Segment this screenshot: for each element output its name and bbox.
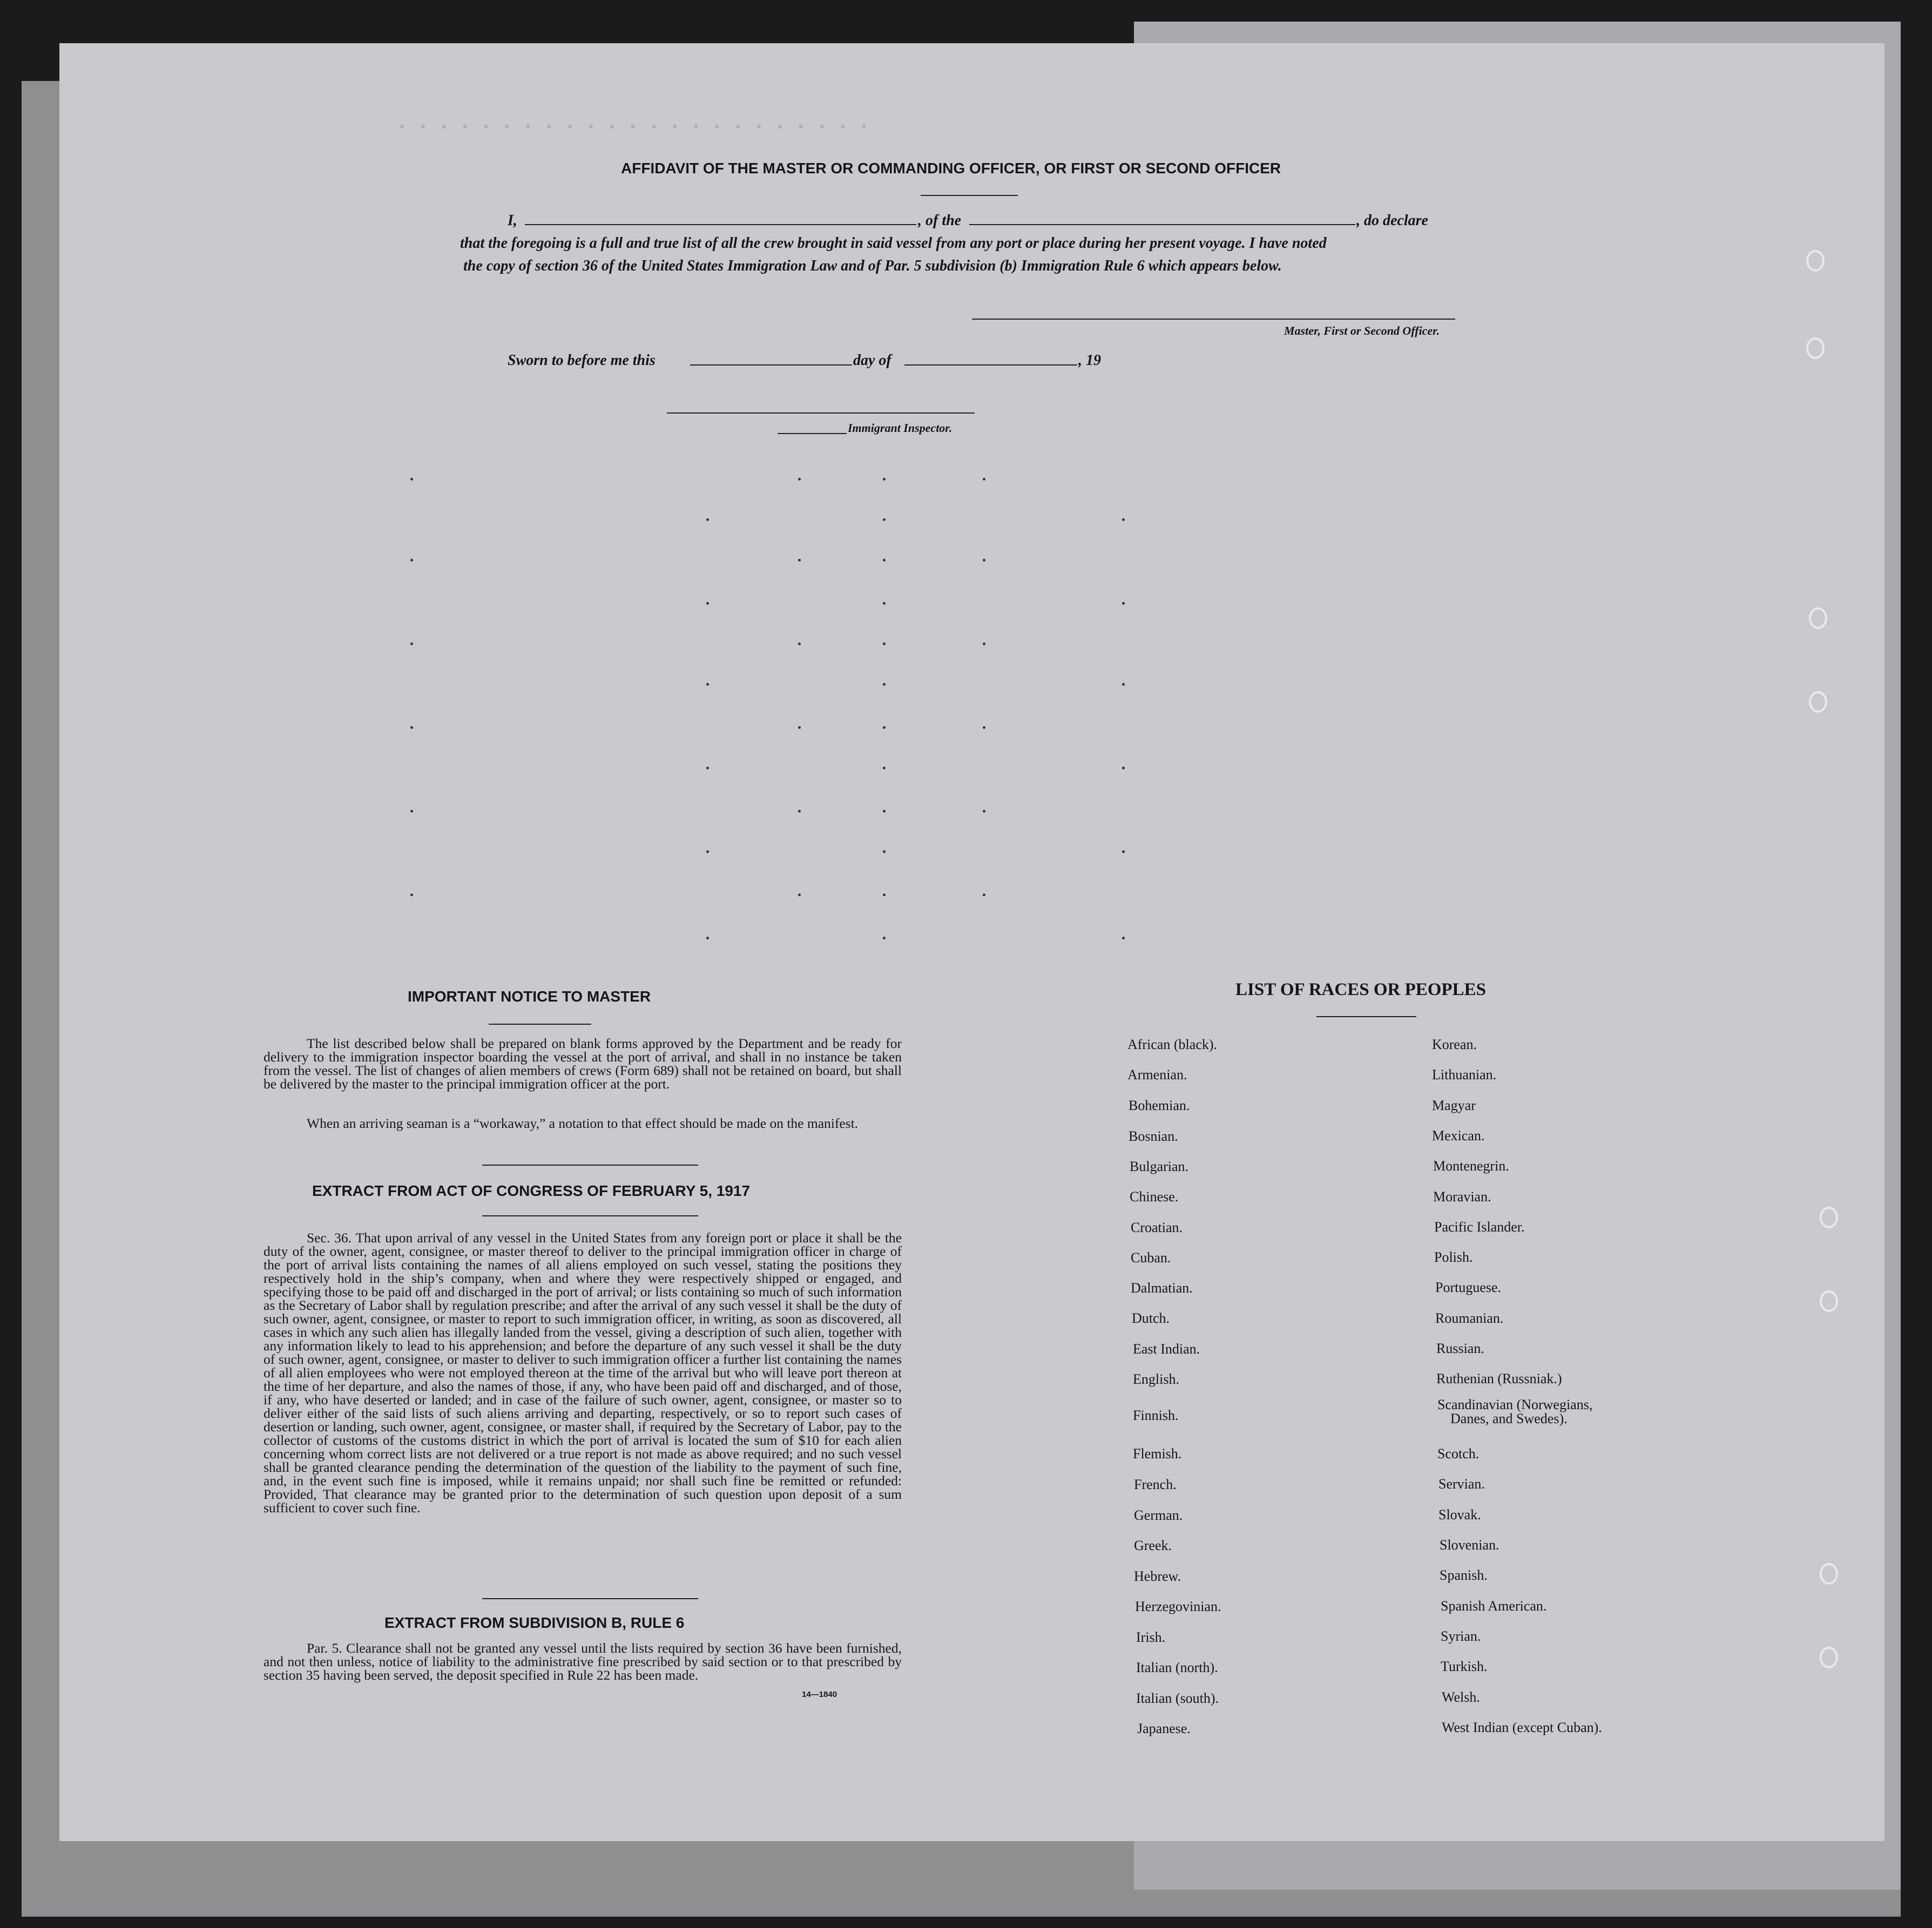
race-item: Dalmatian. — [1131, 1280, 1193, 1296]
race-item: African (black). — [1127, 1037, 1218, 1052]
vessel-label: , of the — [918, 212, 962, 229]
form-number: 14—1840 — [802, 1690, 837, 1699]
declarant-label: I, — [508, 212, 517, 229]
guide-dot — [983, 478, 985, 481]
notice-bottom-divider — [482, 1165, 698, 1166]
guide-dot — [798, 894, 801, 896]
guide-dot — [883, 642, 886, 645]
guide-dot — [706, 767, 709, 769]
race-item: Servian. — [1438, 1476, 1485, 1492]
guide-dot — [1122, 767, 1125, 769]
guide-dot — [883, 767, 886, 769]
race-item: Welsh. — [1442, 1689, 1480, 1705]
guide-dot — [1122, 937, 1125, 939]
punch-hole-icon — [1820, 1207, 1838, 1228]
guide-dot — [983, 559, 985, 562]
guide-dot — [883, 559, 886, 562]
race-item: Chinese. — [1130, 1189, 1179, 1205]
race-item: Greek. — [1134, 1538, 1172, 1553]
race-item: Spanish American. — [1441, 1598, 1547, 1614]
race-item: Italian (north). — [1136, 1660, 1218, 1675]
guide-dot — [410, 726, 413, 729]
race-item: Scotch. — [1437, 1446, 1480, 1462]
race-item: Cuban. — [1131, 1250, 1171, 1266]
race-item: Russian. — [1436, 1341, 1484, 1356]
declaration-line-2: that the foregoing is a full and true list of all the crew brought in said vessel from any port or place during her present voyage. I have noted — [460, 235, 1327, 252]
bleed-through-header: · · · · · · · · · · · · · · · · · · · · · · · — [394, 113, 867, 140]
guide-dot — [883, 683, 886, 686]
race-item: Lithuanian. — [1432, 1067, 1497, 1083]
race-item: Slovenian. — [1440, 1537, 1499, 1553]
guide-dot — [1122, 602, 1125, 605]
race-item: Moravian. — [1433, 1189, 1491, 1205]
race-item: Ruthenian (Russniak.) — [1436, 1371, 1562, 1386]
guide-dot — [706, 937, 709, 939]
inspector-caption: Immigrant Inspector. — [848, 421, 953, 435]
race-item: Portuguese. — [1435, 1280, 1502, 1295]
sworn-label: Sworn to before me this — [508, 352, 656, 369]
race-item: Bohemian. — [1129, 1098, 1190, 1113]
race-item: Turkish. — [1441, 1659, 1488, 1674]
document-page — [59, 43, 1884, 1841]
race-item: Spanish. — [1440, 1567, 1488, 1583]
declaration-line-3: the copy of section 36 of the United States Immigration Law and of Par. 5 subdivision (b) Immigration Rule 6 which appears below. — [463, 258, 1282, 274]
guide-dot — [410, 894, 413, 896]
notice-divider — [489, 1024, 591, 1025]
race-item: Irish. — [1136, 1629, 1166, 1645]
notice-title: IMPORTANT NOTICE TO MASTER — [408, 988, 651, 1005]
race-item: Montenegrin. — [1433, 1158, 1509, 1174]
race-item: Mexican. — [1432, 1128, 1485, 1144]
guide-dot — [706, 602, 709, 605]
guide-dot — [798, 726, 801, 729]
guide-dot — [706, 683, 709, 686]
officer-signature-caption: Master, First or Second Officer. — [1284, 324, 1440, 337]
sworn-year: , 19 — [1078, 352, 1101, 369]
race-item: Dutch. — [1132, 1310, 1170, 1326]
guide-dot — [983, 642, 985, 645]
punch-hole-icon — [1809, 691, 1827, 713]
race-item: Croatian. — [1131, 1220, 1183, 1235]
guide-dot — [883, 518, 886, 521]
guide-dot — [1122, 683, 1125, 686]
sworn-month-line[interactable] — [904, 364, 1077, 366]
punch-hole-icon — [1806, 250, 1825, 272]
sworn-day-of: day of — [853, 352, 891, 369]
guide-dot — [883, 937, 886, 939]
race-item: Syrian. — [1441, 1628, 1481, 1644]
guide-dot — [883, 850, 886, 853]
title-divider — [921, 195, 1018, 196]
guide-dot — [798, 642, 801, 645]
punch-hole-icon — [1820, 1563, 1838, 1585]
race-item: Slovak. — [1438, 1507, 1481, 1523]
race-item: Scandinavian (Norwegians, — [1437, 1397, 1593, 1412]
rule-extract-divider — [482, 1598, 698, 1599]
act-extract-title: EXTRACT FROM ACT OF CONGRESS OF FEBRUARY 5, 1917 — [312, 1182, 751, 1199]
notice-paragraph-1: The list described below shall be prepared on blank forms approved by the Department and be ready for delivery to the immigration inspector boarding the vessel at the port of arrival, and shall in no instance be taken from the vessel. The list of changes of alien members of crews (Form 689) shall not be retained on board, but shall be delivered by the master to the principal immigration officer at the port. — [264, 1036, 902, 1092]
guide-dot — [883, 726, 886, 729]
officer-signature-line[interactable] — [972, 319, 1455, 320]
race-item: Pacific Islander. — [1434, 1219, 1525, 1235]
race-item: Hebrew. — [1134, 1568, 1181, 1584]
race-item: Bosnian. — [1129, 1128, 1178, 1144]
guide-dot — [1122, 850, 1125, 853]
punch-hole-icon — [1806, 337, 1825, 359]
guide-dot — [798, 810, 801, 813]
guide-dot — [798, 559, 801, 562]
race-item: Roumanian. — [1435, 1310, 1504, 1326]
guide-dot — [983, 810, 985, 813]
guide-dot — [983, 894, 985, 896]
race-item: Finnish. — [1133, 1408, 1179, 1423]
guide-dot — [410, 559, 413, 562]
notice-paragraph-2: When an arriving seaman is a “workaway,” a notation to that effect should be made on the manifest. — [307, 1115, 859, 1131]
race-item: Flemish. — [1133, 1446, 1182, 1462]
race-item: English. — [1133, 1371, 1179, 1387]
races-divider — [1316, 1016, 1416, 1017]
race-item: Magyar — [1432, 1098, 1476, 1113]
guide-dot — [706, 518, 709, 521]
sworn-day-line[interactable] — [690, 364, 852, 366]
guide-dot — [883, 602, 886, 605]
declarant-name-line[interactable] — [525, 224, 916, 225]
race-item: West Indian (except Cuban). — [1442, 1720, 1602, 1735]
race-item: Herzegovinian. — [1135, 1599, 1221, 1614]
race-item: Danes, and Swedes). — [1450, 1411, 1568, 1426]
act-extract-divider — [482, 1215, 698, 1216]
guide-dot — [883, 894, 886, 896]
guide-dot — [410, 478, 413, 481]
guide-dot — [1122, 518, 1125, 521]
rule-6-text: Par. 5. Clearance shall not be granted any vessel until the lists required by section 36 have been furnished, and not then unless, notice of liability to the administrative fine prescribed by said section or to that prescribed by section 35 having been served, the deposit specified in Rule 22 has been made. — [264, 1640, 902, 1683]
guide-dot — [883, 478, 886, 481]
vessel-name-line[interactable] — [969, 224, 1355, 225]
race-item: Polish. — [1434, 1249, 1473, 1265]
punch-hole-icon — [1820, 1647, 1838, 1668]
inspector-name-underline — [778, 433, 847, 434]
guide-dot — [883, 810, 886, 813]
race-item: East Indian. — [1133, 1341, 1200, 1357]
race-item: Italian (south). — [1136, 1690, 1219, 1706]
punch-hole-icon — [1820, 1290, 1838, 1312]
guide-dot — [983, 726, 985, 729]
punch-hole-icon — [1809, 607, 1827, 629]
declare-text: , do declare — [1356, 212, 1428, 229]
race-item: Armenian. — [1127, 1067, 1187, 1083]
inspector-signature-line[interactable] — [667, 412, 975, 414]
guide-dot — [706, 850, 709, 853]
section-36-text: Sec. 36. That upon arrival of any vessel in the United States from any foreign port or place it shall be the duty of the owner, agent, consignee, or master thereof to deliver to the principal immigration officer in charge of the port of arrival lists containing the names of all aliens employed on such vessel, stating the positions they respectively hold in the ship’s company, when and where they were respectively shipped or engaged, and specifying those to be paid off and discharged in the port of arrival; or lists containing so much of such information as the Secretary of Labor shall by regulation prescribe; and after the arrival of any such vessel it shall be the duty of such owner, agent, consignee, or master to report to such immigration officer, in writing, as soon as discovered, all cases in which any such alien has illegally landed from the vessel, giving a description of such alien, together with any information likely to lead to his apprehension; and before the departure of any such vessel it shall be the duty of such owner, agent, consignee, or master to deliver to such immigration officer a further list containing the names of all alien employees who were not employed thereon at the time of the arrival but who will leave port thereon at the time of her departure, and also the names of those, if any, who have been paid off and discharged, and of those, if any, who have deserted or landed; and in case of the failure of such owner, agent, consignee, or master so to deliver either of the said lists of such aliens arriving and departing, respectively, or so to report such cases of desertion or landing, such owner, agent, consignee, or master shall, if required by the Secretary of Labor, pay to the collector of customs of the customs district in which the port of arrival is located the sum of $10 for each alien concerning whom correct lists are not delivered or a true report is not made as above required; and no such vessel shall be granted clearance pending the determination of the question of the liability to the payment of such fine, and, in the event such fine is imposed, while it remains unpaid; nor shall such fine be remitted or refunded: Provided, That clearance may be granted prior to the determination of such question upon deposit of a sum sufficient to cover such fine. — [264, 1230, 902, 1516]
race-item: Bulgarian. — [1130, 1159, 1189, 1174]
race-item: Japanese. — [1137, 1721, 1191, 1736]
guide-dot — [798, 478, 801, 481]
race-item: German. — [1134, 1507, 1183, 1523]
race-item: French. — [1134, 1477, 1177, 1492]
guide-dot — [410, 642, 413, 645]
affidavit-title: AFFIDAVIT OF THE MASTER OR COMMANDING OFFICER, OR FIRST OR SECOND OFFICER — [621, 160, 1281, 177]
rule-extract-title: EXTRACT FROM SUBDIVISION B, RULE 6 — [384, 1614, 685, 1631]
guide-dot — [410, 810, 413, 813]
races-title: LIST OF RACES OR PEOPLES — [1235, 980, 1486, 999]
race-item: Korean. — [1432, 1037, 1477, 1052]
